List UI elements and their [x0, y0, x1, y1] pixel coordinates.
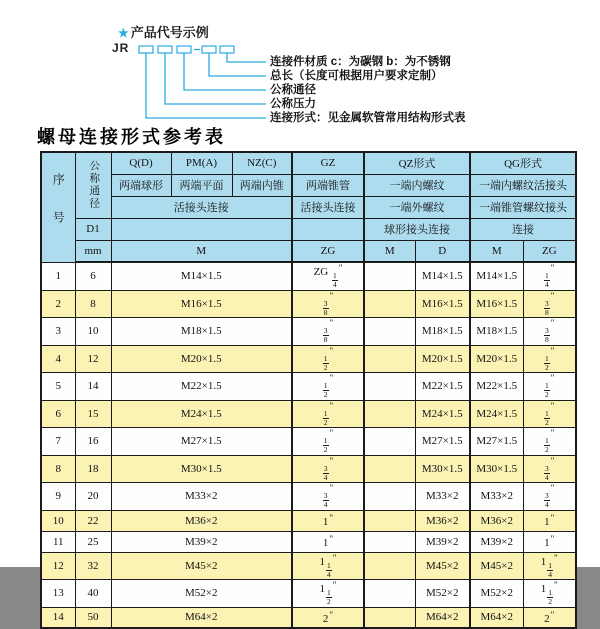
code-box-1: [139, 46, 153, 53]
cell-qz-d: M64×2: [415, 607, 470, 628]
cell-qg-zg: 2": [523, 607, 576, 628]
header-qz-row3: 一端外螺纹: [364, 196, 470, 218]
nut-connection-table: [40, 151, 577, 629]
page-title: 螺母连接形式参考表: [37, 127, 226, 148]
connector-line-material: [227, 53, 266, 62]
cell-qz-m: [364, 580, 415, 608]
fraction: $\frac{1}{2}$: [545, 436, 549, 455]
cell-qg-zg: 1 $\frac{1}{2}$ ": [523, 580, 576, 608]
header-dn: 公称通径: [75, 152, 111, 218]
cell-qz-d: M16×1.5: [415, 290, 470, 318]
connector-line-length: [209, 53, 266, 76]
label-material: 连接件材质 c：为碳钢 b：为不锈钢: [270, 56, 451, 68]
code-prefix: JR: [112, 41, 130, 55]
cell-qg-m: M33×2: [470, 483, 523, 511]
header-gz-join: 活接头连接: [292, 196, 364, 218]
fraction: $\frac{3}{8}$: [545, 298, 549, 317]
cell-qg-m: M24×1.5: [470, 400, 523, 428]
cell-qz-m: [364, 373, 415, 401]
cell-m: M18×1.5: [111, 318, 292, 346]
cell-qg-m: M18×1.5: [470, 318, 523, 346]
cell-qz-m: [364, 290, 415, 318]
cell-gz: 1": [292, 510, 364, 531]
header-mm: mm: [75, 240, 111, 262]
header-qg-row2: 一端内螺纹活接头: [470, 174, 576, 196]
cell-qz-m: [364, 400, 415, 428]
code-box-4: [202, 46, 216, 53]
cell-qg-zg: 1": [523, 510, 576, 531]
header-qg-row4: 连接: [470, 218, 576, 240]
cell-qz-d: M33×2: [415, 483, 470, 511]
cell-dn: 50: [75, 607, 111, 628]
connector-line-pressure: [165, 53, 266, 104]
cell-qz-m: [364, 318, 415, 346]
cell-qz-d: M20×1.5: [415, 345, 470, 373]
header-qg-row3: 一端锥管螺纹接头: [470, 196, 576, 218]
header-pm-code: PM(A): [171, 152, 232, 174]
cell-dn: 40: [75, 580, 111, 608]
header-empty-qpn: [111, 218, 292, 240]
cell-gz: $\frac{3}{4}$ ": [292, 483, 364, 511]
cell-qz-m: [364, 262, 415, 290]
fraction: $\frac{1}{4}$: [545, 271, 549, 290]
fraction: $\frac{3}{8}$: [323, 326, 328, 345]
header-empty-gz: [292, 218, 364, 240]
table-row: [41, 531, 576, 552]
fraction: $\frac{3}{8}$: [545, 326, 549, 345]
fraction: $\frac{1}{2}$: [323, 408, 328, 427]
table-row: [41, 345, 576, 373]
table-row: [41, 262, 576, 290]
cell-seq: 9: [41, 483, 75, 511]
cell-qg-m: M14×1.5: [470, 262, 523, 290]
cell-seq: 14: [41, 607, 75, 628]
label-connection-form: 连接形式：见金属软管常用结构形式表: [270, 112, 466, 124]
header-q-code: Q(D): [111, 152, 171, 174]
fraction: $\frac{3}{4}$: [545, 491, 549, 510]
table-row: [41, 290, 576, 318]
cell-qz-m: [364, 428, 415, 456]
table-row: [41, 607, 576, 628]
cell-gz: 1": [292, 531, 364, 552]
cell-qz-d: M45×2: [415, 552, 470, 580]
fraction: $\frac{1}{2}$: [545, 353, 549, 372]
cell-qz-m: [364, 552, 415, 580]
cell-qg-m: M36×2: [470, 510, 523, 531]
product-code-title-text: 产品代号示例: [130, 25, 209, 40]
cell-qg-m: M20×1.5: [470, 345, 523, 373]
cell-seq: 10: [41, 510, 75, 531]
table-body: [41, 262, 576, 628]
header-d1: D1: [75, 218, 111, 240]
header-qpn-unit: M: [111, 240, 292, 262]
cell-gz: 1 $\frac{1}{4}$ ": [292, 552, 364, 580]
label-nominal-diameter: 公称通径: [270, 84, 316, 96]
cell-qg-zg: $\frac{3}{4}$ ": [523, 483, 576, 511]
header-qpn-join: 活接头连接: [111, 196, 292, 218]
fraction: $\frac{1}{2}$: [545, 408, 549, 427]
cell-qg-zg: $\frac{1}{2}$ ": [523, 428, 576, 456]
cell-qz-d: M52×2: [415, 580, 470, 608]
cell-m: M64×2: [111, 607, 292, 628]
cell-gz: $\frac{3}{4}$ ": [292, 455, 364, 483]
cell-qz-d: M22×1.5: [415, 373, 470, 401]
cell-seq: 3: [41, 318, 75, 346]
table-row: [41, 552, 576, 580]
cell-m: M27×1.5: [111, 428, 292, 456]
header-qg-unit-zg: ZG: [523, 240, 576, 262]
header-q-desc: 两端球形: [111, 174, 171, 196]
cell-gz: $\frac{1}{2}$ ": [292, 373, 364, 401]
cell-seq: 13: [41, 580, 75, 608]
cell-qz-m: [364, 531, 415, 552]
header-gz-unit: ZG: [292, 240, 364, 262]
cell-seq: 8: [41, 455, 75, 483]
cell-qg-zg: $\frac{1}{2}$ ": [523, 373, 576, 401]
cell-m: M36×2: [111, 510, 292, 531]
cell-qg-m: M16×1.5: [470, 290, 523, 318]
cell-m: M33×2: [111, 483, 292, 511]
label-nominal-pressure: 公称压力: [270, 98, 316, 110]
cell-qg-m: M22×1.5: [470, 373, 523, 401]
cell-dn: 20: [75, 483, 111, 511]
cell-qg-zg: 1": [523, 531, 576, 552]
code-box-5: [220, 46, 234, 53]
cell-gz: $\frac{3}{8}$ ": [292, 318, 364, 346]
cell-m: M14×1.5: [111, 262, 292, 290]
cell-qg-m: M64×2: [470, 607, 523, 628]
header-qz-unit-m: M: [364, 240, 415, 262]
cell-seq: 2: [41, 290, 75, 318]
fraction: $\frac{3}{4}$: [323, 463, 328, 482]
table-row: [41, 455, 576, 483]
header-qz-code: QZ形式: [364, 152, 470, 174]
cell-gz: $\frac{1}{2}$ ": [292, 428, 364, 456]
cell-seq: 11: [41, 531, 75, 552]
cell-qg-zg: $\frac{1}{2}$ ": [523, 400, 576, 428]
cell-seq: 1: [41, 262, 75, 290]
fraction: $\frac{1}{4}$: [327, 560, 331, 579]
header-pm-desc: 两端平面: [171, 174, 232, 196]
cell-qz-m: [364, 345, 415, 373]
table-row: [41, 510, 576, 531]
cell-m: M20×1.5: [111, 345, 292, 373]
fraction: $\frac{1}{2}$: [548, 588, 553, 607]
cell-m: M45×2: [111, 552, 292, 580]
cell-qg-m: M27×1.5: [470, 428, 523, 456]
cell-m: M52×2: [111, 580, 292, 608]
cell-qg-m: M45×2: [470, 552, 523, 580]
table-row: [41, 318, 576, 346]
cell-seq: 6: [41, 400, 75, 428]
cell-m: M16×1.5: [111, 290, 292, 318]
cell-qz-d: M36×2: [415, 510, 470, 531]
table-row: [41, 428, 576, 456]
cell-qz-m: [364, 510, 415, 531]
cell-dn: 22: [75, 510, 111, 531]
cell-qg-zg: $\frac{3}{8}$ ": [523, 290, 576, 318]
cell-dn: 12: [75, 345, 111, 373]
cell-gz: 1 $\frac{1}{2}$ ": [292, 580, 364, 608]
cell-dn: 6: [75, 262, 111, 290]
cell-dn: 14: [75, 373, 111, 401]
connector-line-diameter: [184, 53, 266, 90]
cell-gz: ZG $\frac{1}{4}$ ": [292, 262, 364, 290]
table-row: [41, 373, 576, 401]
cell-seq: 12: [41, 552, 75, 580]
cell-qz-d: M39×2: [415, 531, 470, 552]
fraction: $\frac{3}{4}$: [323, 491, 328, 510]
cell-dn: 18: [75, 455, 111, 483]
header-nz-desc: 两端内锥: [232, 174, 292, 196]
cell-dn: 32: [75, 552, 111, 580]
cell-gz: $\frac{3}{8}$ ": [292, 290, 364, 318]
connector-line-form: [146, 53, 266, 118]
cell-qg-zg: $\frac{3}{4}$ ": [523, 455, 576, 483]
cell-gz: $\frac{1}{2}$ ": [292, 345, 364, 373]
cell-qg-zg: 1 $\frac{1}{4}$ ": [523, 552, 576, 580]
code-box-2: [158, 46, 172, 53]
cell-qz-m: [364, 455, 415, 483]
header-qz-row2: 一端内螺纹: [364, 174, 470, 196]
header-qg-code: QG形式: [470, 152, 576, 174]
cell-qg-m: M39×2: [470, 531, 523, 552]
header-nz-code: NZ(C): [232, 152, 292, 174]
fraction: $\frac{1}{2}$: [323, 353, 328, 372]
cell-qz-m: [364, 483, 415, 511]
cell-seq: 7: [41, 428, 75, 456]
fraction: $\frac{1}{4}$: [332, 271, 337, 290]
table-row: [41, 400, 576, 428]
fraction: $\frac{3}{8}$: [323, 298, 328, 317]
fraction: $\frac{3}{4}$: [545, 463, 549, 482]
fraction: $\frac{1}{2}$: [545, 381, 549, 400]
header-qz-row4: 球形接头连接: [364, 218, 470, 240]
header-qz-unit-d: D: [415, 240, 470, 262]
cell-gz: 2": [292, 607, 364, 628]
cell-dn: 8: [75, 290, 111, 318]
cell-gz: $\frac{1}{2}$ ": [292, 400, 364, 428]
cell-dn: 16: [75, 428, 111, 456]
cell-m: M24×1.5: [111, 400, 292, 428]
table-header: [41, 152, 576, 262]
table-row: [41, 483, 576, 511]
cell-qg-zg: $\frac{3}{8}$ ": [523, 318, 576, 346]
star-icon: ★: [118, 26, 129, 40]
header-qg-unit-m: M: [470, 240, 523, 262]
cell-qz-d: M24×1.5: [415, 400, 470, 428]
header-gz-desc: 两端锥管: [292, 174, 364, 196]
cell-qz-d: M14×1.5: [415, 262, 470, 290]
cell-dn: 15: [75, 400, 111, 428]
cell-m: M30×1.5: [111, 455, 292, 483]
cell-qz-m: [364, 607, 415, 628]
cell-m: M22×1.5: [111, 373, 292, 401]
header-seq: 序号: [41, 152, 75, 262]
cell-dn: 25: [75, 531, 111, 552]
cell-qg-zg: $\frac{1}{2}$ ": [523, 345, 576, 373]
cell-qg-m: M30×1.5: [470, 455, 523, 483]
cell-m: M39×2: [111, 531, 292, 552]
fraction: $\frac{1}{4}$: [548, 560, 553, 579]
product-code-title: [118, 22, 209, 41]
cell-qg-zg: $\frac{1}{4}$ ": [523, 262, 576, 290]
cell-dn: 10: [75, 318, 111, 346]
table-row: [41, 580, 576, 608]
cell-seq: 5: [41, 373, 75, 401]
code-box-3: [177, 46, 191, 53]
header-gz-code: GZ: [292, 152, 364, 174]
fraction: $\frac{1}{2}$: [323, 436, 328, 455]
fraction: $\frac{1}{2}$: [327, 588, 331, 607]
fraction: $\frac{1}{2}$: [323, 381, 328, 400]
cell-seq: 4: [41, 345, 75, 373]
cell-qg-m: M52×2: [470, 580, 523, 608]
cell-qz-d: M27×1.5: [415, 428, 470, 456]
label-total-length: 总长（长度可根据用户要求定制）: [270, 70, 443, 82]
cell-qz-d: M18×1.5: [415, 318, 470, 346]
cell-qz-d: M30×1.5: [415, 455, 470, 483]
